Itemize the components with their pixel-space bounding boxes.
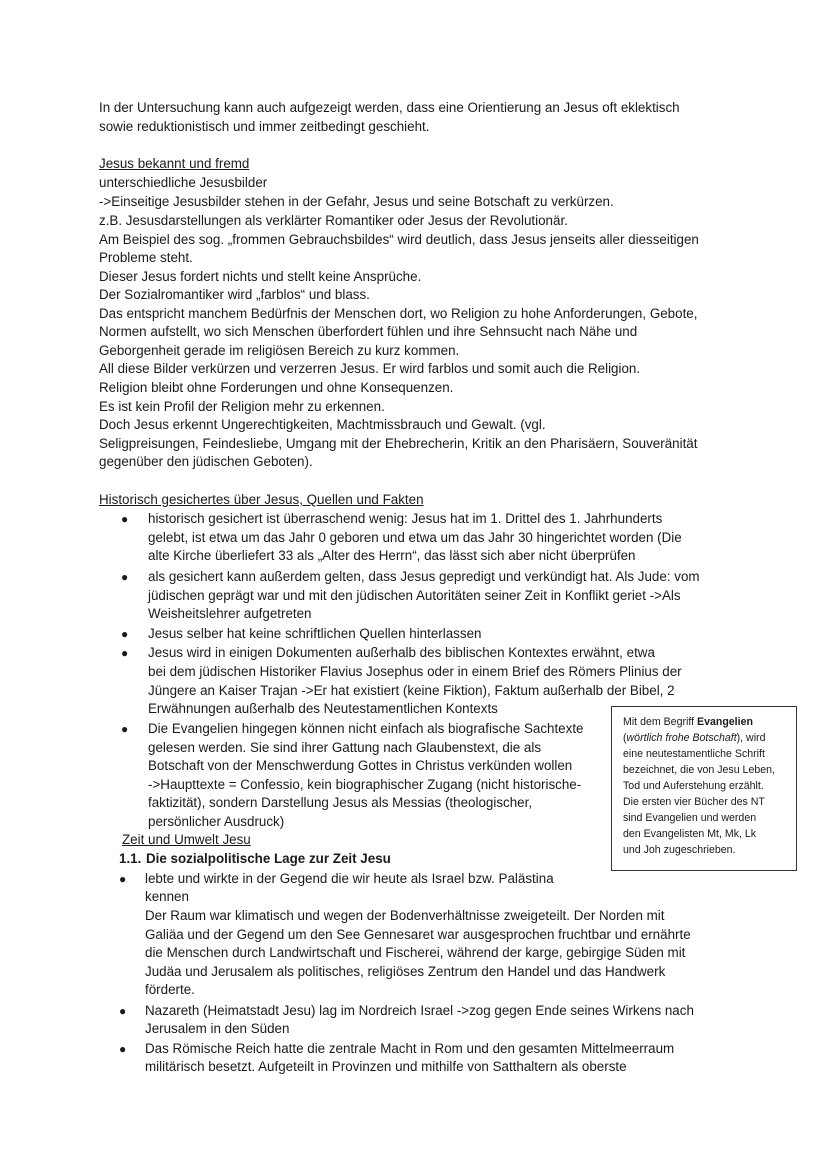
intro-line: In der Untersuchung kann auch aufgezeigt werden, dass eine Orientierung an Jesus oft eklektisch [99,100,680,115]
bullet-text: Jerusalem in den Süden [145,1021,290,1036]
paragraph-line: förderte. [145,982,195,997]
bullet-text: Jesus selber hat keine schriftlichen Quellen hinterlassen [148,626,482,641]
bullet-text: gelesen werden. Sie sind ihrer Gattung nach Glaubenstext, die als [148,740,542,755]
infobox-translation: wörtlich frohe Botschaft [626,732,737,744]
bullet-icon: ● [119,872,127,886]
infobox-text: Mit dem Begriff [623,716,697,728]
infobox-text: ), wird [736,732,766,744]
text-line: Der Sozialromantiker wird „farblos“ und blass. [99,287,370,302]
bullet-icon: ● [121,627,129,641]
infobox-line: sind Evangelien und werden [623,812,757,824]
bullet-icon: ● [121,570,129,584]
paragraph-line: Galiäa und der Gegend um den See Gennesaret war ausgesprochen fruchtbar und ernährte [145,927,691,942]
infobox-line [623,730,787,746]
text-line: Das entspricht manchem Bedürfnis der Menschen dort, wo Religion zu hohe Anforderungen, Gebote, [99,306,698,321]
section-heading-jesus-bekannt: Jesus bekannt und fremd [99,156,250,171]
text-line: Am Beispiel des sog. „frommen Gebrauchsbildes“ wird deutlich, dass Jesus jenseits aller diesseitigen [99,232,699,247]
text-line: Seligpreisungen, Feindesliebe, Umgang mit der Ehebrecherin, Kritik an den Pharisäern, Souveränität [99,436,698,451]
bullet-text: kennen [145,889,189,904]
paragraph-line: Judäa und Jerusalem als politisches, religiöses Zentrum den Handel und das Handwerk [145,964,666,979]
infobox-line [623,714,787,730]
bullet-icon: ● [121,512,129,526]
text-line: z.B. Jesusdarstellungen als verklärter Romantiker oder Jesus der Revolutionär. [99,213,568,228]
text-line: Dieser Jesus fordert nichts und stellt keine Ansprüche. [99,269,422,284]
paragraph-line: die Menschen durch Landwirtschaft und Fischerei, während der karge, gebirgige Süden mit [145,945,686,960]
bullet-text: Erwähnungen außerhalb des Neutestamentlichen Kontexts [148,701,498,716]
bullet-text: faktizität), sondern Darstellung Jesus als Messias (theologischer, [148,795,533,810]
text-line: Doch Jesus erkennt Ungerechtigkeiten, Machtmissbrauch und Gewalt. (vgl. [99,417,546,432]
infobox-line: den Evangelisten Mt, Mk, Lk [623,828,757,840]
infobox-line: bezeichnet, die von Jesu Leben, [623,764,775,776]
text-line: Es ist kein Profil der Religion mehr zu erkennen. [99,399,385,414]
bullet-text: Nazareth (Heimatstadt Jesu) lag im Nordreich Israel ->zog gegen Ende seines Wirkens nach [145,1003,694,1018]
bullet-text: alte Kirche überliefert 33 als „Alter des Herrn“, das lässt sich aber nicht überprüfen [148,548,636,563]
bullet-text: bei dem jüdischen Historiker Flavius Josephus oder in einem Brief des Römers Plinius der [148,664,682,679]
text-line: Religion bleibt ohne Forderungen und ohne Konsequenzen. [99,380,454,395]
infobox-line: Die ersten vier Bücher des NT [623,796,765,808]
infobox-term: Evangelien [697,716,753,728]
bullet-text: Jesus wird in einigen Dokumenten außerhalb des biblischen Kontextes erwähnt, etwa [148,645,655,660]
bullet-icon: ● [121,722,129,736]
text-line: ->Einseitige Jesusbilder stehen in der Gefahr, Jesus und seine Botschaft zu verkürzen. [99,194,614,209]
bullet-text: historisch gesichert ist überraschend wenig: Jesus hat im 1. Drittel des 1. Jahrhunderts [148,511,663,526]
bullet-icon: ● [119,1042,127,1056]
infobox-line: und Joh zugeschrieben. [623,844,736,856]
bullet-text: Botschaft von der Menschwerdung Gottes in Christus verkünden wollen [148,758,573,773]
infobox-line: Tod und Auferstehung erzählt. [623,780,764,792]
bullet-text: lebte und wirkte in der Gegend die wir heute als Israel bzw. Palästina [145,871,554,886]
bullet-text: gelebt, ist etwa um das Jahr 0 geboren und etwa um das Jahr 30 hingerichtet worden (Die [148,530,682,545]
evangelien-info-box [611,706,797,871]
text-line: All diese Bilder verkürzen und verzerren Jesus. Er wird farblos und somit auch die Religion. [99,361,641,376]
intro-line: sowie reduktionistisch und immer zeitbedingt geschieht. [99,119,430,134]
bullet-icon: ● [119,1004,127,1018]
text-line: Probleme steht. [99,250,193,265]
subheading-number: 1.1. [119,851,142,866]
subheading-title: Die sozialpolitische Lage zur Zeit Jesu [146,851,391,866]
text-line: Normen aufstellt, wo sich Menschen überfordert fühlen und ihre Sehnsucht nach Nähe und [99,324,638,339]
bullet-text: Die Evangelien hingegen können nicht einfach als biografische Sachtexte [148,721,584,736]
bullet-text: Das Römische Reich hatte die zentrale Macht in Rom und den gesamten Mittelmeerraum [145,1041,675,1056]
bullet-text: Weisheitslehrer aufgetreten [148,606,312,621]
bullet-text: ->Haupttexte = Confessio, kein biographischer Zugang (nicht historische- [148,777,582,792]
bullet-icon: ● [121,646,129,660]
paragraph-line: Der Raum war klimatisch und wegen der Bodenverhältnisse zweigeteilt. Der Norden mit [145,908,665,923]
infobox-line: eine neutestamentliche Schrift [623,748,765,760]
section-heading-historisch: Historisch gesichertes über Jesus, Quellen und Fakten [99,492,424,507]
bullet-text: Jüngere an Kaiser Trajan ->Er hat existiert (keine Fiktion), Faktum außerhalb der Bibel, 2 [148,683,675,698]
text-line: unterschiedliche Jesusbilder [99,175,268,190]
bullet-text: persönlicher Ausdruck) [148,814,285,829]
bullet-text: jüdischen geprägt war und mit den jüdischen Autoritäten seiner Zeit in Konflikt geriet ->Als [148,588,681,603]
bullet-text: als gesichert kann außerdem gelten, dass Jesus gepredigt und verkündigt hat. Als Jude: vom [148,569,700,584]
text-line: Geborgenheit gerade im religiösen Bereich zu kurz kommen. [99,343,460,358]
bullet-text: militärisch besetzt. Aufgeteilt in Provinzen und mithilfe von Satthaltern als oberste [145,1059,627,1074]
text-line: gegenüber den jüdischen Geboten). [99,454,313,469]
infobox-text: ( [623,732,627,744]
section-heading-zeit-umwelt: Zeit und Umwelt Jesu [122,832,251,847]
